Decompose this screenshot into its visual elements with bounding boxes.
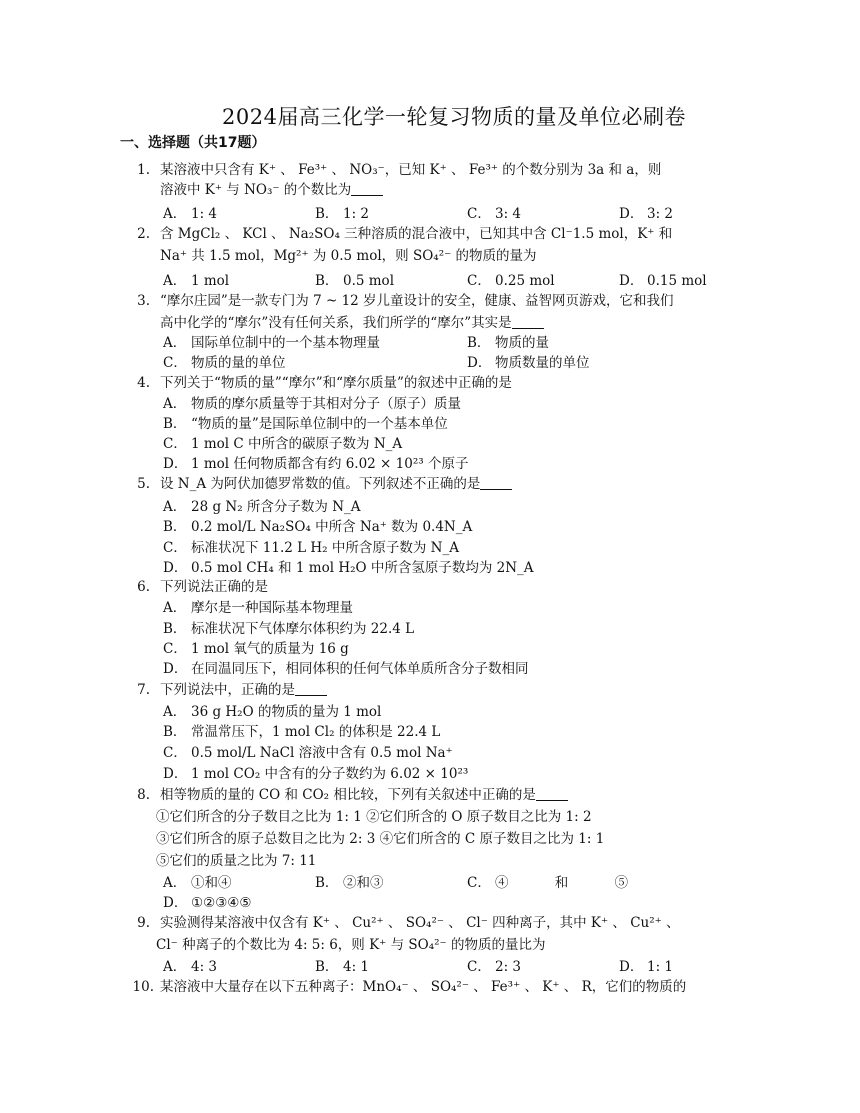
option-c: C． 1 mol 氧气的质量为 16 g: [163, 641, 349, 657]
option-c: C． 物质的量的单位: [163, 355, 286, 371]
option-a: A． 国际单位制中的一个基本物理量: [163, 335, 380, 351]
option-d: D． 1: 1: [619, 959, 674, 975]
answer-blank: [480, 475, 512, 490]
question-number: 7.: [137, 682, 150, 698]
statement-line: ③它们所含的原子总数目之比为 2: 3 ④它们所含的 C 原子数目之比为 1: 1: [156, 831, 605, 847]
question-text: Cl⁻ 种离子的个数比为 4: 5: 6，则 K⁺ 与 SO₄²⁻ 的物质的量比为: [156, 937, 546, 953]
option-c: C． 2: 3: [467, 959, 522, 975]
answer-blank: [512, 314, 544, 329]
option-a: A． 物质的摩尔质量等于其相对分子（原子）质量: [163, 396, 461, 412]
question-number: 10.: [132, 979, 154, 995]
question-text: 下列说法中，正确的是: [160, 680, 327, 700]
answer-blank: [351, 181, 383, 196]
question-text: 设 N_A 为阿伏加德罗常数的值。下列叙述不正确的是: [160, 474, 512, 494]
answer-blank: [536, 786, 568, 801]
option-d: D． 在同温同压下，相同体积的任何气体单质所含分子数相同: [163, 661, 529, 677]
option-c: C． ④ 和 ⑤: [467, 875, 629, 891]
option-c: C． 0.25 mol: [467, 273, 555, 289]
option-a: A． 1 mol: [163, 273, 230, 289]
question-text: 含 MgCl₂ 、 KCl 、 Na₂SO₄ 三种溶质的混合液中，已知其中含 Cl⁻1.5 mol，K⁺ 和: [160, 226, 673, 242]
question-number: 1.: [137, 162, 150, 178]
question-number: 9.: [137, 915, 150, 931]
option-d: D． 3: 2: [619, 206, 674, 222]
option-d: D． 1 mol CO₂ 中含有的分子数约为 6.02 × 10²³: [163, 766, 469, 782]
option-c: C． 标准状况下 11.2 L H₂ 中所含原子数为 N_A: [163, 540, 459, 556]
option-b: B． 常温常压下，1 mol Cl₂ 的体积是 22.4 L: [163, 724, 441, 740]
option-b: B． 0.2 mol/L Na₂SO₄ 中所含 Na⁺ 数为 0.4N_A: [163, 519, 473, 535]
option-a: A． ①和④: [163, 875, 232, 891]
question-text: 某溶液中只含有 K⁺ 、 Fe³⁺ 、 NO₃⁻，已知 K⁺ 、 Fe³⁺ 的个数分别为 3a 和 a，则: [160, 162, 662, 178]
option-b: B． 0.5 mol: [315, 273, 395, 289]
question-number: 3.: [137, 293, 150, 309]
option-c: C． 0.5 mol/L NaCl 溶液中含有 0.5 mol Na⁺: [163, 745, 453, 761]
option-b: B． 标准状况下气体摩尔体积约为 22.4 L: [163, 621, 415, 637]
option-d: D． 1 mol 任何物质都含有约 6.02 × 10²³ 个原子: [163, 456, 469, 472]
option-b: B． ②和③: [315, 875, 384, 891]
option-b: B． “物质的量”是国际单位制中的一个基本单位: [163, 416, 448, 432]
question-number: 5.: [137, 476, 150, 492]
option-a: A． 36 g H₂O 的物质的量为 1 mol: [163, 704, 382, 720]
question-number: 6.: [137, 579, 150, 595]
question-text: 溶液中 K⁺ 与 NO₃⁻ 的个数比为: [160, 180, 383, 200]
page-title: 2024届高三化学一轮复习物质的量及单位必刷卷: [222, 105, 686, 129]
question-number: 4.: [137, 375, 150, 391]
option-a: A． 28 g N₂ 所含分子数为 N_A: [163, 499, 361, 515]
question-text: 下列说法正确的是: [160, 579, 268, 595]
answer-blank: [295, 681, 327, 696]
option-a: A． 摩尔是一种国际基本物理量: [163, 600, 353, 616]
question-text: 实验测得某溶液中仅含有 K⁺ 、 Cu²⁺ 、 SO₄²⁻ 、 Cl⁻ 四种离子，其中 K⁺ 、 Cu²⁺ 、: [160, 915, 680, 931]
option-d: D． 0.5 mol CH₄ 和 1 mol H₂O 中所含氢原子数均为 2N_A: [163, 560, 534, 576]
question-number: 2.: [137, 226, 150, 242]
question-text: “摩尔庄园”是一款专门为 7 ~ 12 岁儿童设计的安全，健康、益智网页游戏，它和我们: [160, 293, 674, 309]
statement-line: ①它们所含的分子数目之比为 1: 1 ②它们所含的 O 原子数目之比为 1: 2: [156, 809, 592, 825]
option-d: D． 物质数量的单位: [467, 355, 590, 371]
option-a: A． 1: 4: [163, 206, 218, 222]
question-text: Na⁺ 共 1.5 mol，Mg²⁺ 为 0.5 mol，则 SO₄²⁻ 的物质的量为: [160, 248, 537, 264]
question-number: 8.: [137, 787, 150, 803]
option-c: C． 3: 4: [467, 206, 522, 222]
option-c: C． 1 mol C 中所含的碳原子数为 N_A: [163, 436, 403, 452]
statement-line: ⑤它们的质量之比为 7: 11: [156, 853, 317, 869]
question-text: 下列关于“物质的量”“摩尔”和“摩尔质量”的叙述中正确的是: [160, 375, 512, 391]
option-d: D． ①②③④⑤: [163, 895, 252, 911]
question-text: 高中化学的“摩尔”没有任何关系，我们所学的“摩尔”其实是: [160, 313, 544, 333]
option-b: B． 1: 2: [315, 206, 370, 222]
question-text: 某溶液中大量存在以下五种离子：MnO₄⁻ 、 SO₄²⁻ 、 Fe³⁺ 、 K⁺ 、 R，它们的物质的: [160, 979, 687, 995]
option-b: B． 4: 1: [315, 959, 370, 975]
option-a: A． 4: 3: [163, 959, 218, 975]
section-heading: 一、选择题（共17题）: [120, 135, 266, 151]
option-b: B． 物质的量: [467, 335, 549, 351]
option-d: D． 0.15 mol: [619, 273, 707, 289]
question-text: 相等物质的量的 CO 和 CO₂ 相比较，下列有关叙述中正确的是: [160, 785, 568, 805]
